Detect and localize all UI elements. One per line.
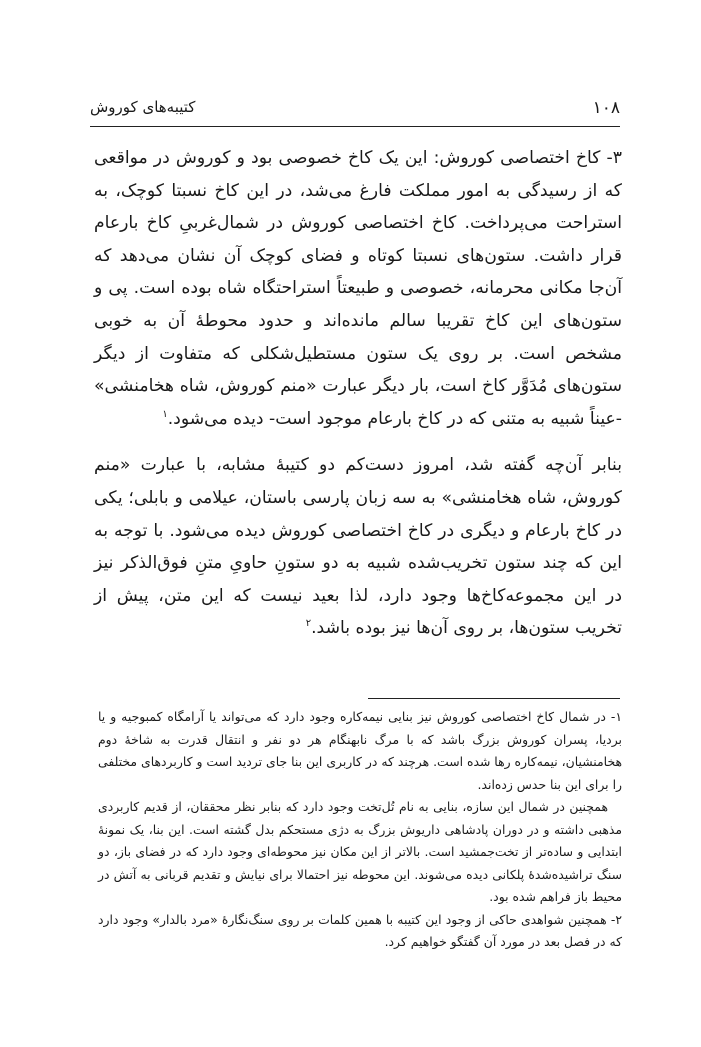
paragraph-private-palace-text: ۳- کاخ اختصاصی کوروش: این یک کاخ خصوصی بود و کوروش در مواقعی که از رسیدگی به امور مملکت فارغ می‌شد، در این کاخ نسبتا کوچک، به استراحت می‌پرداخت. کاخ اختصاصی کوروش در شمال‌غربیِ کاخ بارعام قرار داشت. ستون‌های نسبتا کوتاه و فضای کوچک آن نشان می‌دهد که آن‌جا مکانی محرمانه، خصوصی و طبیعتاً استراحتگاه شاه بوده است. پی و ستون‌های این کاخ تقریبا سالم مانده‌اند و حدود محوطهٔ آن به خوبی مشخص است. بر روی یک ستون مستطیل‌شکلی که متفاوت از دیگر ستون‌های مُدَوَّر کاخ است، بار دیگر عبارت «منم کوروش، شاه هخامنشی» -عیناً شبیه به متنی که در کاخ بارعام موجود است- دیده می‌شود. xyxy=(94,148,622,429)
page-header xyxy=(90,94,620,122)
footnote-2: ۲- همچنین شواهدی حاکی از وجود این کتیبه با همین کلمات بر روی سنگ‌نگارهٔ «مرد بالدار» وجود دارد که در فصل بعد در مورد آن گفتگو خواهیم کرد. xyxy=(98,911,622,949)
footnotes xyxy=(98,706,622,954)
footnote-ref-1: ۱ xyxy=(162,408,168,420)
paragraph-private-palace xyxy=(94,142,622,435)
footnote-1: ۱- در شمال کاخ اختصاصی کوروش نیز بنایی نیمه‌کاره وجود دارد که می‌تواند یا آرامگاه کمبوجیه و یا بردیا، پسران کوروش بزرگ باشد که با مرگ نابهنگام هر دو نفر و انتقال قدرت به شاخهٔ دوم هخامنشیان، نیمه‌کاره رها شده است. هرچند که در کاربری این بنا جای تردید است و کاربردهای مختلفی را برای این بنا حدس زده‌اند. xyxy=(98,709,622,792)
page-number: ۱۰۸ xyxy=(592,98,620,118)
header-divider xyxy=(90,126,620,127)
running-title: کتیبه‌های کوروش xyxy=(90,98,196,116)
main-text xyxy=(94,142,622,645)
paragraph-summary-text: بنابر آن‌چه گفته شد، امروز دست‌کم دو کتیبهٔ مشابه، با عبارت «منم کوروش، شاه هخامنشی» به سه زبان پارسی باستان، عیلامی و بابلی؛ یکی در کاخ بارعام و دیگری در کاخ اختصاصی کوروش دیده می‌شود. با توجه به این که چند ستون تخریب‌شده شبیه به دو ستونِ حاویِ متنِ فوق‌الذکر نیز در این مجموعه‌کاخ‌ها وجود دارد، لذا بعید نیست که این متن، پیش از تخریب ستون‌ها، بر روی آن‌ها نیز بوده باشد. xyxy=(94,455,622,639)
footnote-divider xyxy=(368,698,620,699)
footnote-ref-2: ۲ xyxy=(305,618,312,630)
paragraph-summary xyxy=(94,449,622,645)
footnote-1-continued: همچنین در شمال این سازه، بنایی به نام تُل‌تخت وجود دارد که بنابر نظر محققان، از قدیم کاربردی مذهبی داشته و در دوران پادشاهی داریوش بزرگ به دژی مستحکم بدل گشته است. این بنا، یک نمونهٔ ابتدایی و ساده‌تر از تخت‌جمشید است. بالاتر از این مکان نیز محوطه‌ای وجود دارد که در فضای باز، دو سنگ تراشیده‌شدهٔ پلکانی دیده می‌شوند. این محوطه نیز احتمالا برای نیایش و تقدیم قربانی به آتش در محیط باز فراهم شده بود. xyxy=(98,799,622,904)
